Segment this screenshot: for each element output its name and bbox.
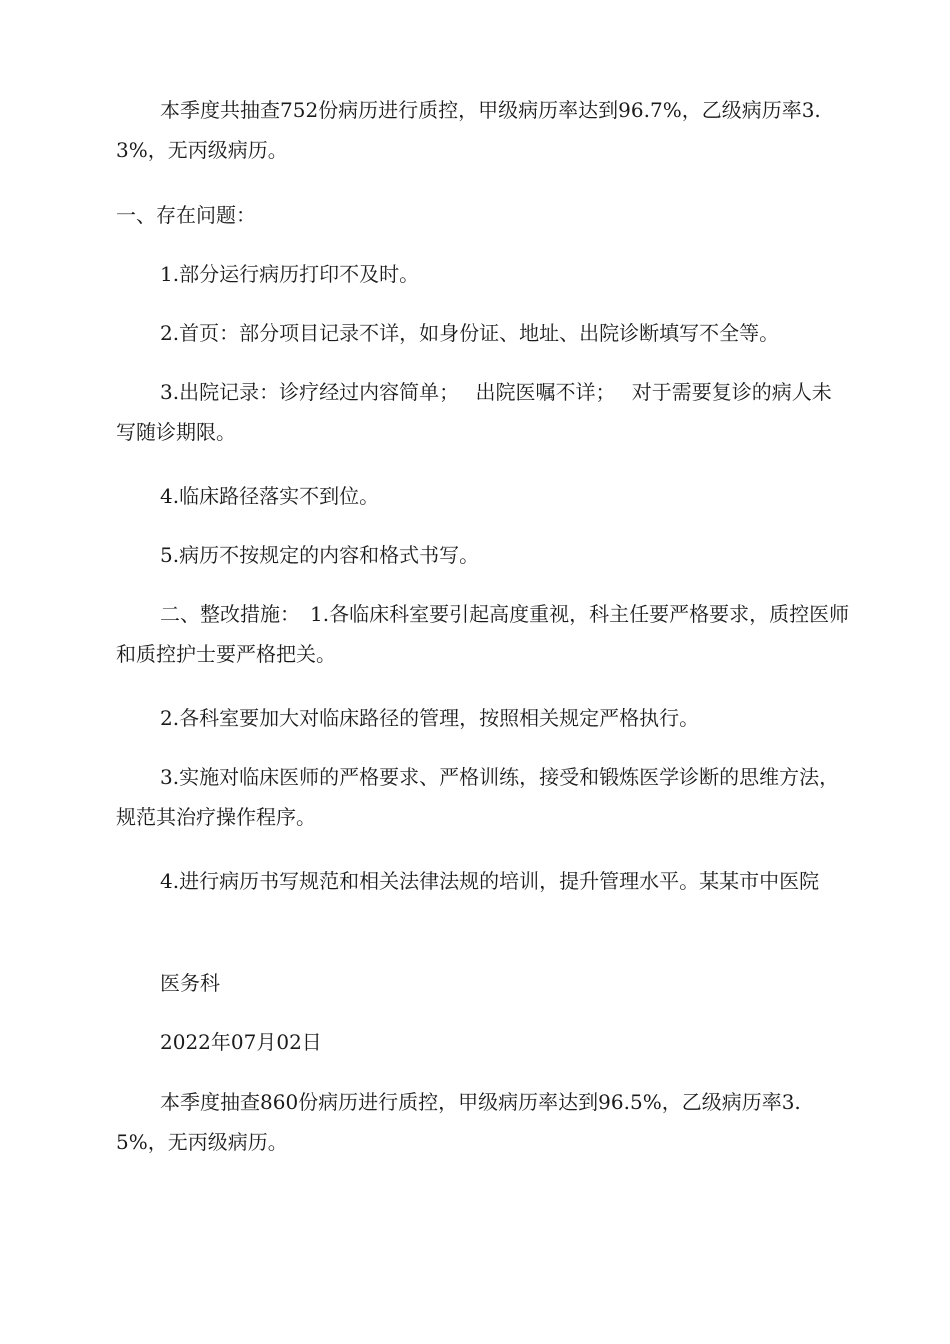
problem-item-5: 5.病历不按规定的内容和格式书写。 [160, 543, 480, 567]
paragraph-summary-1: 本季度共抽查752份病历进行质控，甲级病历率达到96.7%，乙级病历率3.3%，无丙级病历。 [116, 98, 821, 162]
section-heading-measures: 二、整改措施： 1.各临床科室要引起高度重视，科主任要严格要求，质控医师和质控护士要严格把关。 [116, 602, 850, 666]
measure-item-3: 3.实施对临床医师的严格要求、严格训练，接受和锻炼医学诊断的思维方法，规范其治疗操作程序。 [116, 765, 840, 829]
problem-item-4: 4.临床路径落实不到位。 [160, 484, 380, 508]
measure-item-4: 4.进行病历书写规范和相关法律法规的培训，提升管理水平。某某市中医院 [160, 869, 820, 893]
department-name: 医务科 [160, 971, 220, 995]
problem-item-2: 2.首页：部分项目记录不详，如身份证、地址、出院诊断填写不全等。 [160, 321, 780, 345]
measure-item-2: 2.各科室要加大对临床路径的管理，按照相关规定严格执行。 [160, 706, 700, 730]
document-date: 2022年07月02日 [160, 1030, 322, 1054]
section-heading-problems: 一、存在问题： [116, 203, 256, 227]
problem-item-3: 3.出院记录：诊疗经过内容简单； 出院医嘱不详； 对于需要复诊的病人未写随诊期限。 [116, 380, 832, 444]
problem-item-1: 1.部分运行病历打印不及时。 [160, 262, 420, 286]
paragraph-summary-2: 本季度抽查860份病历进行质控，甲级病历率达到96.5%，乙级病历率3.5%，无丙级病历。 [116, 1090, 801, 1154]
